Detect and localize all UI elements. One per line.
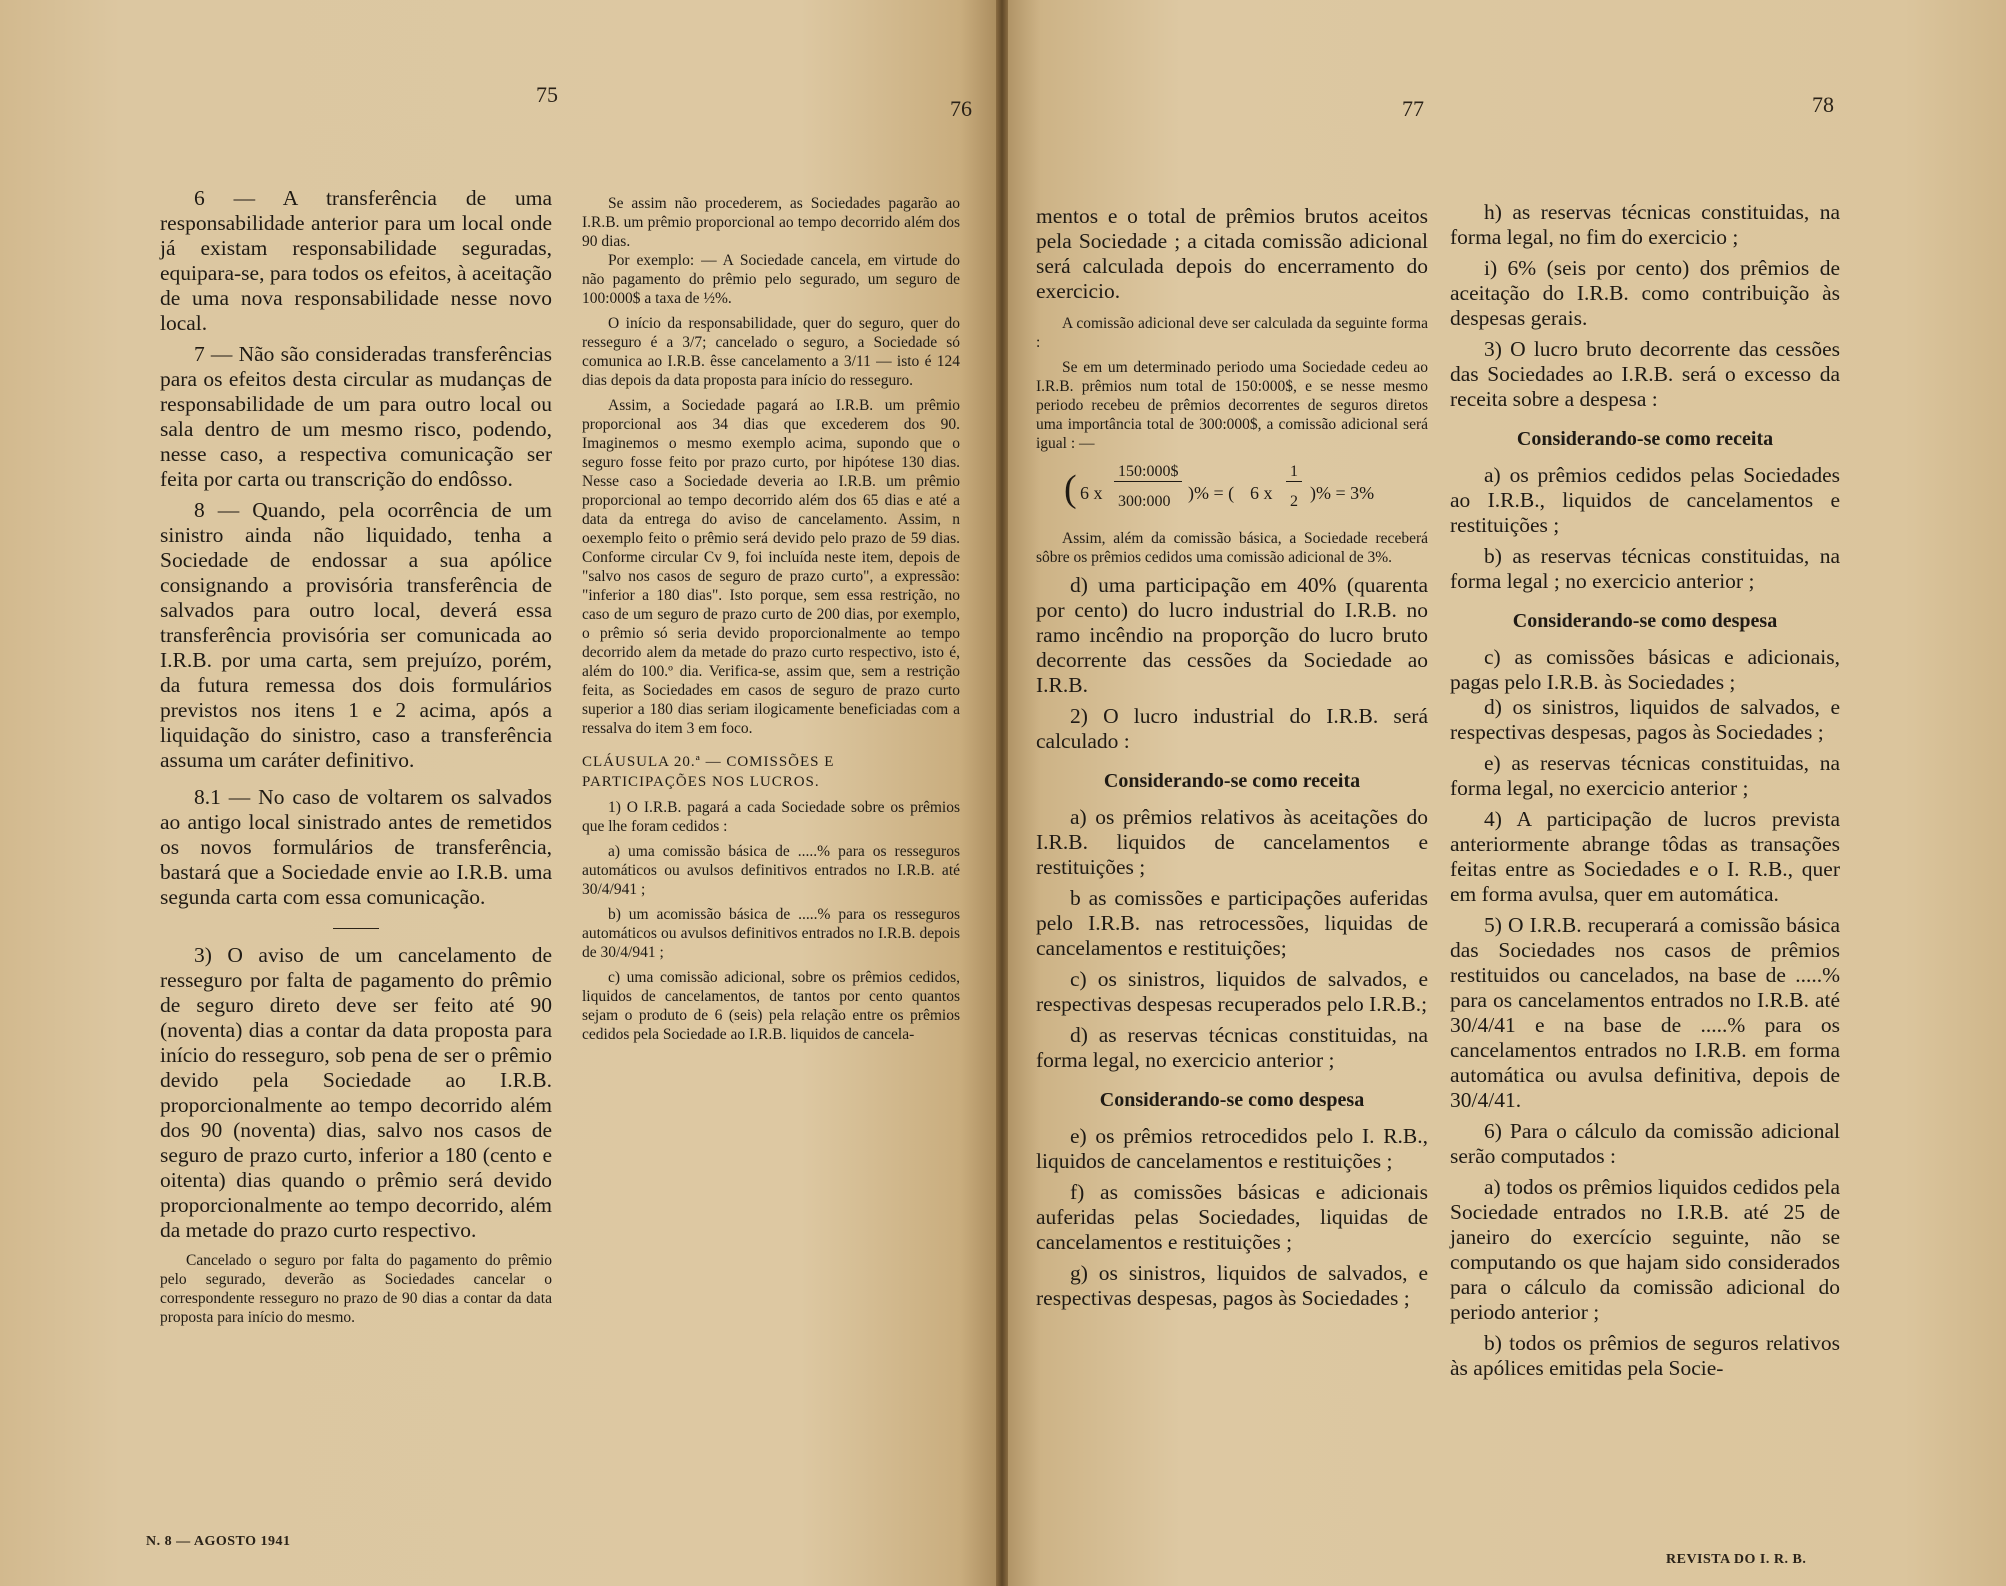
section-heading: Considerando-se como receita bbox=[1103, 770, 1361, 792]
paragraph: b) um acomissão básica de .....% para os resseguros automáticos ou avulsos definitivos entrados no I.R.B. depois de 30/4/941 ; bbox=[582, 906, 960, 961]
paragraph: 7 — Não são consideradas transferências para os efeitos desta circular as mudanças de responsabilidade de um para outro local ou sala dentro de um mesmo risco, podendo, nesse caso, a respectiva comunicação ser feita por carta ou transcrição do endôsso. bbox=[160, 342, 552, 491]
column-page-77 bbox=[1036, 204, 1428, 1311]
column-page-75 bbox=[160, 186, 552, 1327]
formula-equals: )% = ( bbox=[1188, 483, 1235, 503]
paragraph: O início da responsabilidade, quer do seguro, quer do resseguro é a 3/7; cancelado o seguro, a Sociedade só comunica ao I.R.B. êsse cancelamento a 3/11 — isto é 124 dias depois da data proposta para início do resseguro. bbox=[582, 315, 960, 389]
formula-six: 6 x bbox=[1080, 483, 1103, 503]
paragraph: a) os prêmios relativos às aceitações do I.R.B. liquidos de cancelamentos e restituições ; bbox=[1036, 805, 1428, 879]
paragraph: Assim, além da comissão básica, a Sociedade receberá sôbre os prêmios cedidos uma comissão adicional de 3%. bbox=[1036, 530, 1428, 566]
paragraph: a) todos os prêmios liquidos cedidos pela Sociedade entrados no I.R.B. até 25 de janeiro do exercício seguinte, não se computando os que hajam sido considerados para o cálculo da comissão adicional do periodo anterior ; bbox=[1450, 1175, 1840, 1324]
paragraph: 4) A participação de lucros prevista anteriormente abrange tôdas as transações feitas entre as Sociedades e o I. R.B., quer em forma avulsa, quer em automática. bbox=[1450, 807, 1840, 906]
paragraph: 5) O I.R.B. recuperará a comissão básica das Sociedades nos casos de prêmios restituidos ou cancelados, na base de .....% para os cancelamentos entrados no I.R.B. até 30/4/41 e na base de .....% para os cancelamentos entrados no I.R.B. em forma automática ou avulsa definitiva, depois de 30/4/41. bbox=[1450, 913, 1840, 1112]
section-heading: Considerando-se como despesa bbox=[1512, 610, 1778, 632]
page-number-77: 77 bbox=[1402, 96, 1424, 121]
note-block bbox=[160, 1251, 552, 1327]
paragraph: 6 — A transferência de uma responsabilidade anterior para um local onde já existam responsabilidade seguradas, equipara-se, para todos os efeitos, à aceitação de uma nova responsabilidade nesse novo local. bbox=[160, 186, 552, 335]
paragraph: c) as comissões básicas e adicionais, pagas pelo I.R.B. às Sociedades ; bbox=[1450, 645, 1840, 694]
paragraph: 1) O I.R.B. pagará a cada Sociedade sobre os prêmios que lhe foram cedidos : bbox=[582, 799, 960, 835]
footer-magazine: REVISTA DO I. R. B. bbox=[1666, 1552, 1807, 1567]
section-heading: Considerando-se como receita bbox=[1516, 428, 1774, 450]
page-number-75: 75 bbox=[536, 82, 558, 107]
paragraph: b) todos os prêmios de seguros relativos às apólices emitidas pela Socie- bbox=[1450, 1331, 1840, 1380]
paragraph: g) os sinistros, liquidos de salvados, e respectivas despesas, pagos às Sociedades ; bbox=[1036, 1261, 1428, 1310]
paragraph: 3) O lucro bruto decorrente das cessões das Sociedades ao I.R.B. será o excesso da receita sobre a despesa : bbox=[1450, 337, 1840, 411]
paragraph: e) as reservas técnicas constituidas, na forma legal, no exercicio anterior ; bbox=[1450, 751, 1840, 800]
paragraph: f) as comissões básicas e adicionais auferidas pelas Sociedades, liquidas de cancelamentos e restituições ; bbox=[1036, 1180, 1428, 1254]
paragraph: c) os sinistros, liquidos de salvados, e respectivas despesas recuperados pelo I.R.B.; bbox=[1036, 967, 1428, 1016]
paragraph: 2) O lucro industrial do I.R.B. será calculado : bbox=[1036, 704, 1428, 753]
column-page-78 bbox=[1450, 200, 1840, 1381]
paragraph: Assim, a Sociedade pagará ao I.R.B. um prêmio proporcional aos 34 dias que excederem dos 90. Imaginemos o mesmo exemplo acima, supondo que o seguro fosse feito por prazo curto, por hipótese 130 dias. Nesse caso a Sociedade deveria ao I.R.B. um prêmio proporcional ao tempo decorrido além dos 65 dias e até a data da entrega do aviso de cancelamento. Assim, n oexemplo feito o prêmio será devido pelo prazo de 59 dias. Conforme circular Cv 9, foi incluída neste item, depois de "salvo nos casos de seguro de prazo curto", a expressão: "inferior a 180 dias". Isto porque, sem essa restrição, no caso de um seguro de prazo curto de 200 dias, por exemplo, o prêmio só seria devido proporcionalmente ao tempo decorrido alem da metade do prazo curto respectivo, isto é, além do 100.º dia. Verifica-se, assim que, sem a restrição feita, as Sociedades em casos de seguro de prazo curto superior a 180 dias seriam ilogicamente beneficiadas com a ressalva do item 3 em foco. bbox=[582, 397, 960, 737]
formula-numerator: 150:000$ bbox=[1114, 463, 1182, 482]
paragraph: d) os sinistros, liquidos de salvados, e respectivas despesas, pagos às Sociedades ; bbox=[1450, 695, 1840, 744]
paragraph: 8.1 — No caso de voltarem os salvados ao antigo local sinistrado antes de remetidos os novos formulários de transferência, bastará que a Sociedade envie ao I.R.B. uma segunda carta com essa comunicação. bbox=[160, 785, 552, 909]
formula-two: 2 bbox=[1290, 493, 1298, 510]
column-page-76 bbox=[582, 194, 960, 1044]
clause-heading: CLÁUSULA 20.ª — COMISSÕES E PARTICIPAÇÕES NOS LUCROS. bbox=[582, 754, 835, 790]
paragraph: mentos e o total de prêmios brutos aceitos pela Sociedade ; a citada comissão adicional será calculada depois do encerramento do exercicio. bbox=[1036, 204, 1428, 303]
page-number-78: 78 bbox=[1812, 92, 1834, 117]
formula-result: )% = 3% bbox=[1310, 483, 1375, 503]
paragraph: A comissão adicional deve ser calculada da seguinte forma : bbox=[1036, 315, 1428, 351]
page-number-76: 76 bbox=[950, 96, 972, 121]
paragraph: d) as reservas técnicas constituidas, na forma legal, no exercicio anterior ; bbox=[1036, 1023, 1428, 1072]
footer-issue: N. 8 — AGOSTO 1941 bbox=[146, 1534, 291, 1549]
paragraph: i) 6% (seis por cento) dos prêmios de aceitação do I.R.B. como contribuição às despesas gerais. bbox=[1450, 256, 1840, 330]
paragraph: b as comissões e participações auferidas pelo I.R.B. nas retrocessões, liquidas de cancelamentos e restituições; bbox=[1036, 886, 1428, 960]
formula-one: 1 bbox=[1286, 463, 1302, 482]
paren-open: ( bbox=[1064, 468, 1077, 510]
paragraph: a) os prêmios cedidos pelas Sociedades ao I.R.B., liquidos de cancelamentos e restituições ; bbox=[1450, 463, 1840, 537]
paragraph: b) as reservas técnicas constituidas, na forma legal ; no exercicio anterior ; bbox=[1450, 544, 1840, 593]
paragraph: Se assim não procederem, as Sociedades pagarão ao I.R.B. um prêmio proporcional ao tempo decorrido além dos 90 dias. bbox=[582, 195, 960, 250]
formula bbox=[1064, 463, 1428, 519]
paragraph: e) os prêmios retrocedidos pelo I. R.B., liquidos de cancelamentos e restituições ; bbox=[1036, 1124, 1428, 1173]
paragraph: d) uma participação em 40% (quarenta por cento) do lucro industrial do I.R.B. no ramo incêndio na proporção do lucro bruto decorrente das cessões da Sociedade ao I.R.B. bbox=[1036, 573, 1428, 697]
paragraph: 6) Para o cálculo da comissão adicional serão computados : bbox=[1450, 1119, 1840, 1168]
paragraph: Se em um determinado periodo uma Sociedade cedeu ao I.R.B. prêmios num total de 150:000$, e se nesse mesmo periodo recebeu de prêmios decorrentes de seguros diretos uma importância total de 300:000$, a comissão adicional será igual : — bbox=[1036, 359, 1428, 452]
paragraph: 8 — Quando, pela ocorrência de um sinistro ainda não liquidado, tenha a Sociedade de endossar a sua apólice consignando a provisória transferência de salvados para outro local, deverá essa transferência provisória ser comunicada ao I.R.B. por uma carta, sem prejuízo, porém, da futura remessa dos dois formulários previstos nos itens 1 e 2 acima, após a liquidação do sinistro, caso a transferência assuma um caráter definitivo. bbox=[160, 498, 552, 772]
paragraph: h) as reservas técnicas constituidas, na forma legal, no fim do exercicio ; bbox=[1450, 200, 1840, 249]
paragraph: 3) O aviso de um cancelamento de resseguro por falta de pagamento do prêmio de seguro direto deve ser feito até 90 (noventa) dias a contar da data proposta para início do resseguro, sob pena de ser o prêmio devido pela Sociedade ao I.R.B. proporcionalmente ao tempo decorrido além dos 90 (noventa) dias, salvo nos casos de seguro de prazo curto, inferior a 180 (cento e oitenta) dias quando o prêmio será devido proporcionalmente ao tempo decorrido, além da metade do prazo curto respectivo. bbox=[160, 943, 552, 1242]
section-divider bbox=[333, 928, 379, 929]
book-gutter bbox=[996, 0, 1008, 1586]
paragraph: a) uma comissão básica de .....% para os resseguros automáticos ou avulsos definitivos entrados no I.R.B. até 30/4/941 ; bbox=[582, 843, 960, 898]
paragraph: Por exemplo: — A Sociedade cancela, em virtude do não pagamento do prêmio pelo segurado, um seguro de 100:000$ a taxa de ½%. bbox=[582, 252, 960, 307]
formula-denominator: 300:000 bbox=[1118, 493, 1171, 510]
note-text: Cancelado o seguro por falta do pagamento do prêmio pelo segurado, deverão as Sociedades cancelar o correspondente resseguro no prazo de 90 dias a contar da data proposta para início do mesmo. bbox=[160, 1252, 552, 1326]
paragraph: c) uma comissão adicional, sobre os prêmios cedidos, liquidos de cancelamentos, de tantos por cento quantos sejam o produto de 6 (seis) pela relação entre os prêmios cedidos pela Sociedade ao I.R.B. liquidos de cancela- bbox=[582, 969, 960, 1043]
section-heading: Considerando-se como despesa bbox=[1099, 1089, 1365, 1111]
formula-six-2: 6 x bbox=[1250, 483, 1273, 503]
